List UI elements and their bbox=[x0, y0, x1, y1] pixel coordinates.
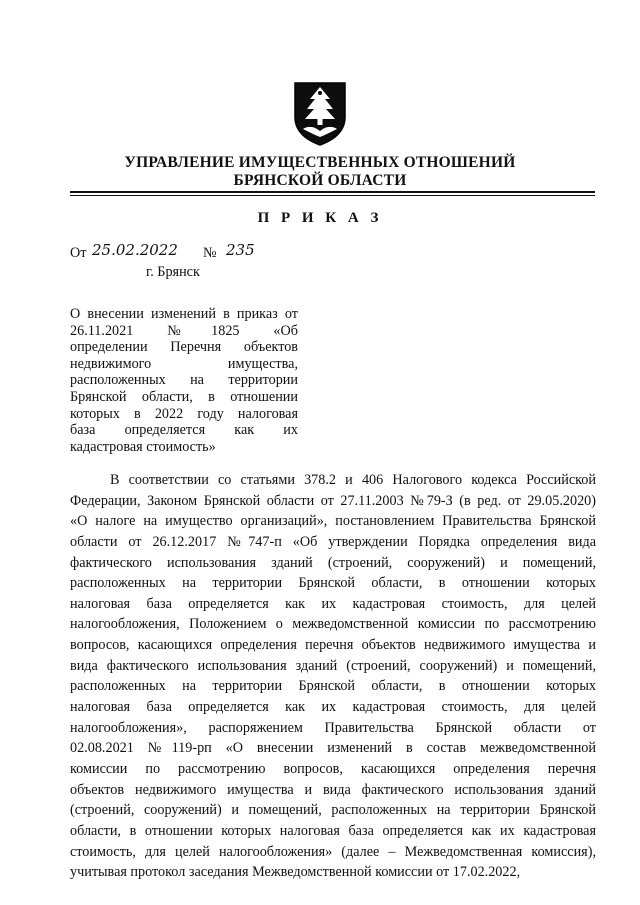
body-line: вопросов, касающихся определения перечня объектов недвижимого имущества и bbox=[70, 637, 596, 654]
body-line: 02.08.2021 №119-рп «О внесении изменений в состав межведомственной bbox=[70, 740, 596, 757]
body-line: В соответствии со статьями 378.2 и 406 Налогового кодекса Российской bbox=[110, 472, 596, 488]
body-line: стоимость, для целей налогообложения» (далее – Межведомственная комиссия), bbox=[70, 843, 596, 860]
organization-name-line-1: УПРАВЛЕНИЕ ИМУЩЕСТВЕННЫХ ОТНОШЕНИЙ bbox=[124, 154, 516, 171]
subject-line: О внесении изменений в приказ от bbox=[70, 306, 298, 322]
body-line: налоговая база определяется как их кадастровая стоимость, для целей bbox=[70, 699, 596, 716]
header-divider-thick bbox=[70, 191, 595, 193]
header-divider-thin bbox=[70, 195, 595, 196]
number-handwritten: 235 bbox=[226, 241, 255, 259]
subject-line: которых в 2022 году налоговая bbox=[70, 405, 298, 422]
number-prefix: № bbox=[203, 245, 217, 261]
subject-line: расположенных на территории bbox=[70, 372, 298, 389]
body-line: области, в отношении которых налоговая база определяется как их кадастровая bbox=[70, 822, 596, 839]
subject-line: Брянской области, в отношении bbox=[70, 388, 298, 405]
body-line: вида фактического использования зданий (строений, сооружений) и помещений, bbox=[70, 657, 596, 674]
date-handwritten: 25.02.2022 bbox=[92, 241, 178, 259]
order-body-paragraph bbox=[70, 470, 596, 883]
body-line: Федерации, Законом Брянской области от 27.11.2003 №79-З (в ред. от 29.05.2020) bbox=[70, 492, 596, 509]
body-line: (строений, сооружений) и помещений, расположенных на территории Брянской bbox=[70, 802, 596, 819]
body-line: объектов недвижимого имущества и вида фактического использования зданий bbox=[70, 781, 596, 798]
subject-line: 26.11.2021 №1825 «Об bbox=[70, 322, 298, 339]
body-line: налогообложения», распоряжением Правительства Брянской области от bbox=[70, 719, 596, 736]
coat-of-arms-emblem bbox=[291, 79, 349, 147]
body-line: налогообложения, Положением о межведомственной комиссии по рассмотрению bbox=[70, 616, 596, 633]
body-line: налоговая база определяется как их кадастровая стоимость, для целей bbox=[70, 595, 596, 612]
body-line: учитывая протокол заседания Межведомственной комиссии от 17.02.2022, bbox=[70, 864, 521, 881]
body-line: области от 26.12.2017 №747-п «Об утверждении Порядка определения вида bbox=[70, 533, 596, 550]
city-name: г. Брянск bbox=[146, 264, 200, 280]
order-subject-block bbox=[70, 306, 298, 455]
organization-name-line-2: БРЯНСКОЙ ОБЛАСТИ bbox=[233, 172, 407, 189]
body-line: фактического использования зданий (строений, сооружений) и помещений, bbox=[70, 554, 596, 571]
document-type-title: П Р И К А З bbox=[257, 210, 383, 226]
subject-line: кадастровая стоимость» bbox=[70, 438, 216, 455]
subject-line: недвижимого имущества, bbox=[70, 355, 298, 372]
subject-line: определении Перечня объектов bbox=[70, 339, 298, 356]
date-prefix: От bbox=[70, 245, 87, 261]
body-line: комиссии по рассмотрению вопросов, касающихся определения перечня bbox=[70, 760, 596, 777]
body-line: «О налоге на имущество организаций», постановлением Правительства Брянской bbox=[70, 513, 596, 530]
body-line: расположенных на территории Брянской области, в отношении которых bbox=[70, 575, 596, 592]
body-line: расположенных на территории Брянской области, в отношении которых bbox=[70, 678, 596, 695]
subject-line: база определяется как их bbox=[70, 422, 298, 439]
